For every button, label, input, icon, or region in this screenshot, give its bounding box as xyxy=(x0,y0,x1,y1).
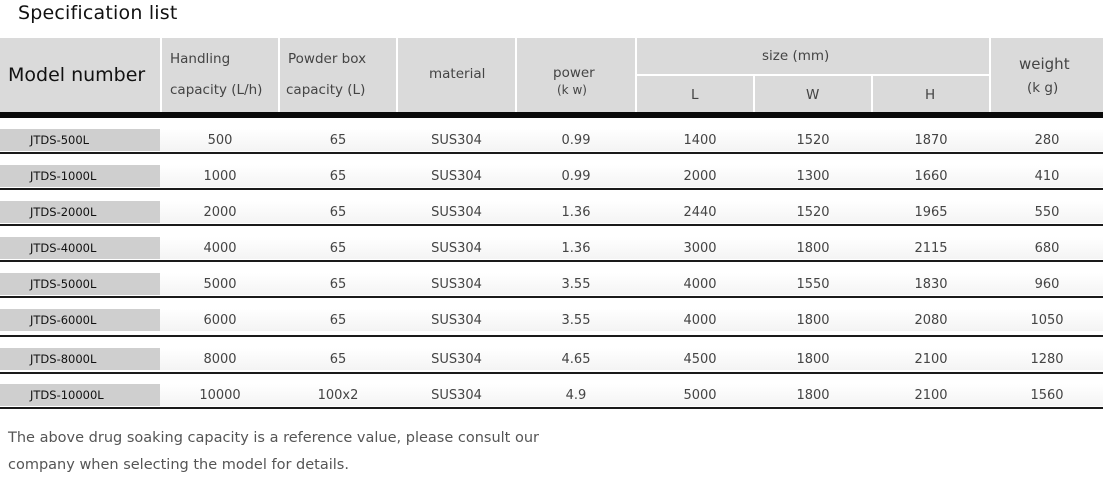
header-weight-cell xyxy=(991,38,1103,112)
cell-material: SUS304 xyxy=(431,313,482,328)
header-model-cell xyxy=(0,38,160,112)
table-row xyxy=(0,348,1103,370)
header-material-cell xyxy=(398,38,515,112)
cell-L: 3000 xyxy=(683,241,717,256)
cell-L: 4000 xyxy=(683,277,717,292)
cell-handling: 500 xyxy=(207,133,233,148)
cell-model: JTDS-2000L xyxy=(0,201,160,223)
cell-H: 2100 xyxy=(914,352,948,367)
page-title: Specification list xyxy=(18,2,178,24)
cell-handling: 2000 xyxy=(203,205,237,220)
footnote xyxy=(8,425,708,479)
cell-L: 4000 xyxy=(683,313,717,328)
cell-model: JTDS-6000L xyxy=(0,309,160,331)
cell-power: 0.99 xyxy=(561,169,591,184)
cell-material: SUS304 xyxy=(431,241,482,256)
header-power-cell xyxy=(517,38,635,112)
cell-powder: 65 xyxy=(329,313,347,328)
cell-H: 1830 xyxy=(914,277,948,292)
cell-material: SUS304 xyxy=(431,352,482,367)
footnote-line-1: The above drug soaking capacity is a reference value, please consult our xyxy=(8,430,539,446)
header-W-cell xyxy=(755,76,871,112)
header-W: W xyxy=(806,87,820,103)
cell-power: 4.9 xyxy=(565,388,587,403)
row-divider xyxy=(0,407,1103,409)
cell-material: SUS304 xyxy=(431,205,482,220)
cell-weight: 410 xyxy=(1034,169,1060,184)
cell-power: 3.55 xyxy=(561,277,591,292)
cell-model: JTDS-5000L xyxy=(0,273,160,295)
cell-W: 1520 xyxy=(796,133,830,148)
table-header xyxy=(0,38,1103,112)
header-L: L xyxy=(691,87,699,103)
cell-weight: 550 xyxy=(1034,205,1060,220)
cell-power: 0.99 xyxy=(561,133,591,148)
cell-model: JTDS-8000L xyxy=(0,348,160,370)
header-size: size (mm) xyxy=(762,48,830,64)
cell-powder: 65 xyxy=(329,352,347,367)
cell-handling: 8000 xyxy=(203,352,237,367)
table-row xyxy=(0,201,1103,223)
cell-W: 1520 xyxy=(796,205,830,220)
cell-W: 1800 xyxy=(796,313,830,328)
cell-material: SUS304 xyxy=(431,169,482,184)
row-divider xyxy=(0,152,1103,154)
cell-power: 1.36 xyxy=(561,241,591,256)
cell-L: 4500 xyxy=(683,352,717,367)
footnote-line-2: company when selecting the model for details. xyxy=(8,457,349,473)
row-divider xyxy=(0,335,1103,337)
cell-powder: 100x2 xyxy=(317,388,359,403)
header-power-line2: (k w) xyxy=(557,83,587,97)
cell-model: JTDS-4000L xyxy=(0,237,160,259)
cell-W: 1300 xyxy=(796,169,830,184)
cell-material: SUS304 xyxy=(431,388,482,403)
cell-weight: 1280 xyxy=(1030,352,1064,367)
cell-handling: 4000 xyxy=(203,241,237,256)
cell-L: 2000 xyxy=(683,169,717,184)
header-weight-line2: (k g) xyxy=(1027,80,1059,96)
header-powder-line1: Powder box xyxy=(288,51,367,67)
header-H-cell xyxy=(873,76,989,112)
cell-L: 2440 xyxy=(683,205,717,220)
row-divider xyxy=(0,296,1103,298)
cell-powder: 65 xyxy=(329,277,347,292)
cell-W: 1800 xyxy=(796,241,830,256)
header-power-line1: power xyxy=(553,65,595,81)
cell-H: 1965 xyxy=(914,205,948,220)
cell-weight: 1050 xyxy=(1030,313,1064,328)
cell-handling: 5000 xyxy=(203,277,237,292)
cell-weight: 960 xyxy=(1034,277,1060,292)
row-divider xyxy=(0,260,1103,262)
cell-handling: 6000 xyxy=(203,313,237,328)
cell-W: 1550 xyxy=(796,277,830,292)
header-handling-line1: Handling xyxy=(170,51,231,67)
cell-H: 2115 xyxy=(914,241,948,256)
table-row xyxy=(0,273,1103,295)
header-divider xyxy=(0,112,1103,118)
cell-weight: 1560 xyxy=(1030,388,1064,403)
cell-H: 2100 xyxy=(914,388,948,403)
cell-H: 2080 xyxy=(914,313,948,328)
header-powder-line2: capacity (L) xyxy=(286,82,366,98)
header-size-cell xyxy=(637,38,989,74)
row-divider xyxy=(0,188,1103,190)
row-divider xyxy=(0,372,1103,374)
header-powder-cell xyxy=(280,38,396,112)
cell-power: 1.36 xyxy=(561,205,591,220)
cell-weight: 680 xyxy=(1034,241,1060,256)
cell-model: JTDS-1000L xyxy=(0,165,160,187)
cell-powder: 65 xyxy=(329,241,347,256)
cell-power: 4.65 xyxy=(561,352,591,367)
header-handling-line2: capacity (L/h) xyxy=(170,82,263,98)
header-handling-cell xyxy=(162,38,278,112)
cell-H: 1870 xyxy=(914,133,948,148)
cell-handling: 10000 xyxy=(199,388,241,403)
row-divider xyxy=(0,224,1103,226)
cell-powder: 65 xyxy=(329,133,347,148)
cell-powder: 65 xyxy=(329,205,347,220)
cell-model: JTDS-500L xyxy=(0,129,160,151)
header-L-cell xyxy=(637,76,753,112)
cell-L: 5000 xyxy=(683,388,717,403)
table-row xyxy=(0,384,1103,406)
table-row xyxy=(0,165,1103,187)
header-H: H xyxy=(925,87,936,103)
header-material: material xyxy=(429,66,486,82)
cell-weight: 280 xyxy=(1034,133,1060,148)
header-weight-line1: weight xyxy=(1019,55,1070,73)
cell-H: 1660 xyxy=(914,169,948,184)
cell-material: SUS304 xyxy=(431,133,482,148)
table-row xyxy=(0,309,1103,331)
table-row xyxy=(0,129,1103,151)
cell-power: 3.55 xyxy=(561,313,591,328)
cell-W: 1800 xyxy=(796,388,830,403)
cell-W: 1800 xyxy=(796,352,830,367)
cell-material: SUS304 xyxy=(431,277,482,292)
cell-L: 1400 xyxy=(683,133,717,148)
cell-model: JTDS-10000L xyxy=(0,384,160,406)
header-model-number: Model number xyxy=(8,64,146,86)
cell-handling: 1000 xyxy=(203,169,237,184)
cell-powder: 65 xyxy=(329,169,347,184)
table-row xyxy=(0,237,1103,259)
